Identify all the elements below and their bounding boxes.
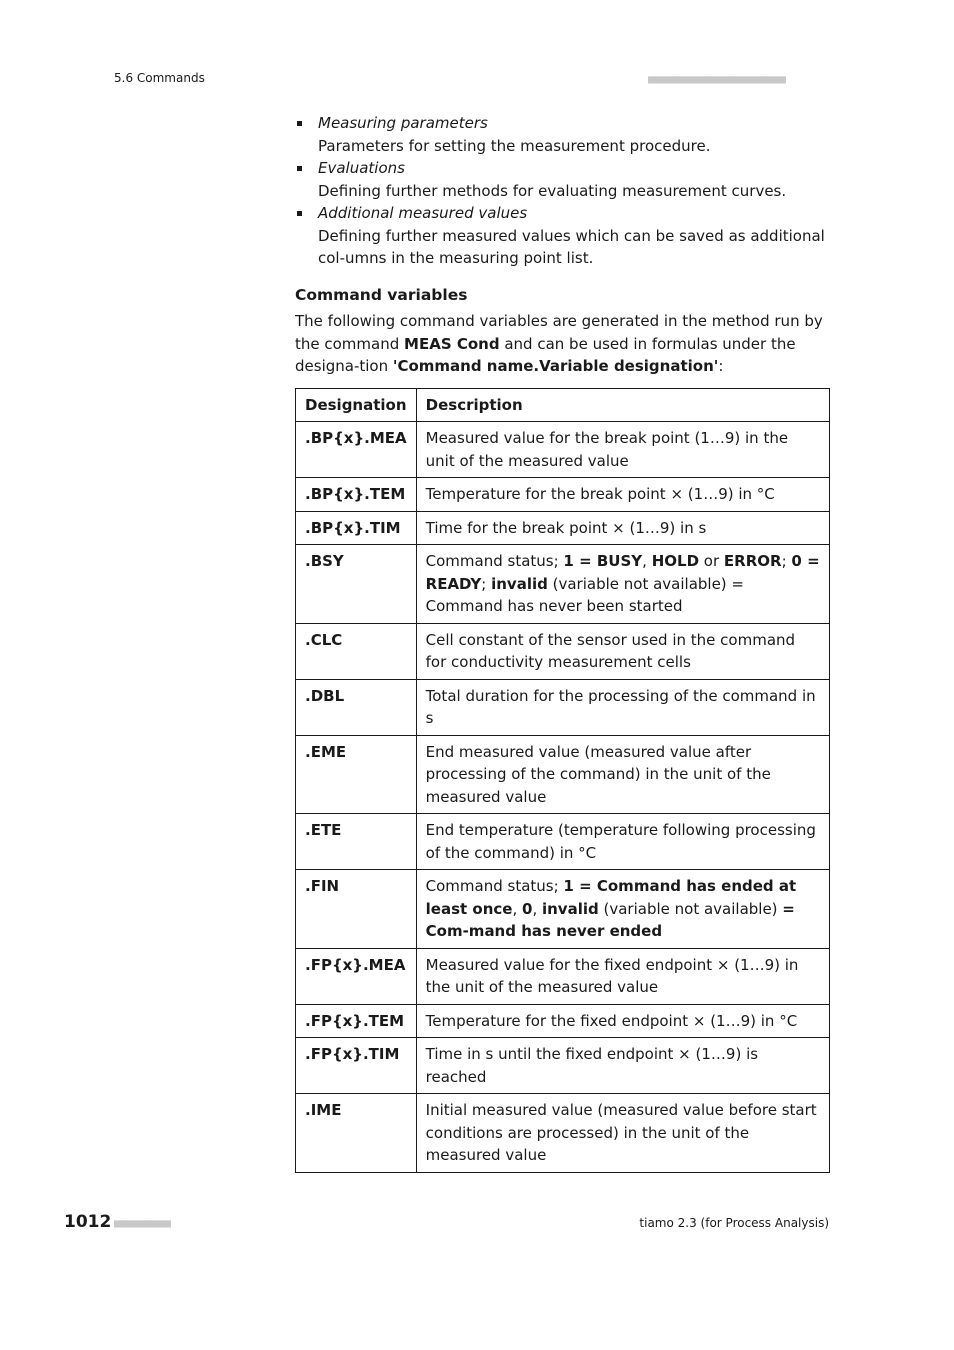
description-text: Temperature for the break point × (1…9) in °C — [425, 485, 775, 503]
variable-designation: .FP{x}.TIM — [296, 1038, 417, 1094]
description-bold-text: 1 = Command has ended at least once — [425, 877, 797, 918]
table-row — [296, 735, 830, 814]
table-row — [296, 545, 830, 624]
table-row — [296, 422, 830, 478]
variable-designation: .DBL — [296, 679, 417, 735]
variable-designation: .FIN — [296, 870, 417, 949]
description-bold-text: HOLD — [651, 552, 700, 570]
table-row — [296, 679, 830, 735]
table-row — [296, 478, 830, 512]
variable-description — [416, 545, 829, 624]
variable-description — [416, 1004, 829, 1038]
intro-paragraph — [295, 310, 830, 378]
command-variables-table — [295, 388, 830, 1173]
header-designation: Designation — [296, 388, 417, 422]
intro-command: MEAS Cond — [404, 334, 500, 353]
variable-description — [416, 478, 829, 512]
page-content — [295, 112, 830, 1173]
list-item — [295, 202, 830, 270]
variable-description — [416, 623, 829, 679]
description-bold-text: = Com-mand has never ended — [425, 899, 795, 940]
page-number: 1012 — [64, 1212, 112, 1232]
variable-description — [416, 735, 829, 814]
bullet-list — [295, 112, 830, 270]
variable-description — [416, 1094, 829, 1173]
table-row — [296, 623, 830, 679]
description-text: (variable not available) — [598, 899, 783, 918]
variable-description — [416, 948, 829, 1004]
description-text: ; — [481, 574, 492, 593]
variable-description — [416, 422, 829, 478]
description-text: Command status; — [425, 877, 564, 895]
running-header-dots: ■■■■■■■■■■■■■■■■■■■■■■ — [648, 72, 785, 86]
list-item — [295, 112, 830, 157]
bullet-description: Parameters for setting the measurement procedure. — [318, 136, 711, 155]
variable-designation: .BP{x}.TEM — [296, 478, 417, 512]
variable-designation: .EME — [296, 735, 417, 814]
description-bold-text: 1 = BUSY — [563, 552, 643, 570]
description-text: Measured value for the fixed endpoint × (1…9) in the unit of the measured value — [425, 955, 799, 996]
description-text: ; — [781, 552, 792, 570]
table-header-row — [296, 388, 830, 422]
description-text: or — [699, 552, 724, 570]
description-text: Time for the break point × (1…9) in s — [425, 518, 707, 537]
bullet-term: Additional measured values — [318, 204, 528, 222]
variable-description — [416, 870, 829, 949]
table-row — [296, 870, 830, 949]
description-text: Time in s until the fixed endpoint × (1…9) is reached — [425, 1045, 759, 1086]
bullet-square-icon — [297, 166, 302, 171]
variable-description — [416, 679, 829, 735]
table-row — [296, 511, 830, 545]
description-bold-text: invalid — [491, 574, 548, 593]
table-row — [296, 948, 830, 1004]
description-bold-text: ERROR — [723, 552, 782, 570]
variable-designation: .FP{x}.MEA — [296, 948, 417, 1004]
table-row — [296, 1038, 830, 1094]
variable-designation: .ETE — [296, 814, 417, 870]
description-text: Cell constant of the sensor used in the command for conductivity measurement cells — [425, 630, 796, 671]
bullet-square-icon — [297, 121, 302, 126]
description-text: Temperature for the fixed endpoint × (1…9) in °C — [425, 1011, 798, 1030]
description-text: Measured value for the break point (1…9) in the unit of the measured value — [425, 429, 789, 470]
description-text: (variable not available) = Command has never been started — [425, 574, 744, 615]
footer-product: tiamo 2.3 (for Process Analysis) — [639, 1216, 829, 1230]
variable-designation: .BP{x}.TIM — [296, 511, 417, 545]
description-text: End measured value (measured value after processing of the command) in the unit of the measured value — [425, 742, 771, 806]
bullet-square-icon — [297, 211, 302, 216]
variable-designation: .CLC — [296, 623, 417, 679]
footer-dots: ■■■■■■■■■ — [114, 1216, 171, 1230]
intro-designation: 'Command name.Variable designation' — [392, 357, 719, 375]
description-text: , — [512, 899, 522, 918]
intro-text-2: and can be used in formulas under the designa-tion — [295, 334, 796, 375]
header-description: Description — [416, 388, 829, 422]
table-body — [296, 422, 830, 1173]
variable-designation: .FP{x}.TEM — [296, 1004, 417, 1038]
bullet-term: Measuring parameters — [318, 114, 488, 132]
description-text: End temperature (temperature following processing of the command) in °C — [425, 821, 816, 862]
description-text: Command status; — [425, 552, 564, 570]
table-row — [296, 814, 830, 870]
description-bold-text: invalid — [541, 899, 599, 918]
table-row — [296, 1004, 830, 1038]
bullet-description: Defining further methods for evaluating measurement curves. — [318, 181, 787, 200]
bullet-description: Defining further measured values which can be saved as additional col-umns in the measuring point list. — [318, 226, 825, 267]
intro-text-3: : — [718, 357, 724, 375]
variable-designation: .IME — [296, 1094, 417, 1173]
list-item — [295, 157, 830, 202]
table-row — [296, 1094, 830, 1173]
section-title: Command variables — [295, 285, 468, 304]
description-text: , — [642, 552, 652, 570]
intro-text-1: The following command variables are generated in the method run by the command — [295, 312, 823, 353]
bullet-term: Evaluations — [318, 159, 405, 177]
variable-description — [416, 1038, 829, 1094]
running-header-section: 5.6 Commands — [114, 71, 205, 85]
variable-description — [416, 511, 829, 545]
variable-designation: .BSY — [296, 545, 417, 624]
description-bold-text: 0 — [522, 899, 533, 918]
description-text: , — [532, 899, 542, 918]
description-text: Total duration for the processing of the command in s — [425, 686, 816, 727]
variable-description — [416, 814, 829, 870]
description-bold-text: 0 = READY — [425, 552, 820, 593]
description-text: Initial measured value (measured value before start conditions are processed) in the unit of the measured value — [425, 1101, 817, 1164]
variable-designation: .BP{x}.MEA — [296, 422, 417, 478]
